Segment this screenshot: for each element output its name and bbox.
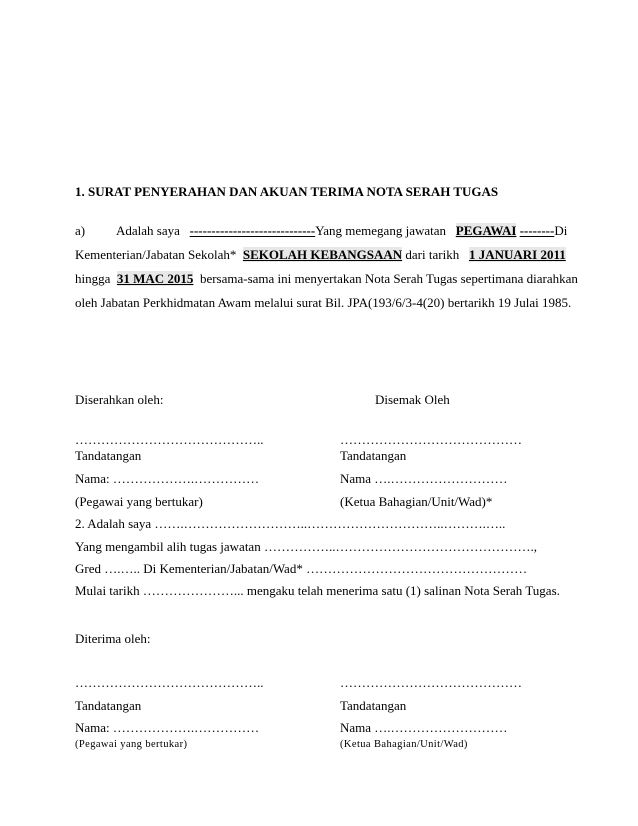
para-a-line-1 (116, 224, 567, 237)
nama-field-left: Nama: ……………….…………… (75, 471, 260, 486)
role-label-left-2: (Pegawai yang bertukar) (75, 739, 188, 750)
para-a-line-2 (75, 248, 566, 261)
para-2-line-2: Yang mengambil alih tugas jawatan ……………..………………………………………., (75, 539, 537, 554)
para-a-intro: Adalah saya (116, 223, 180, 238)
tandatangan-label-right: Tandatangan (340, 448, 407, 463)
tandatangan-label-left: Tandatangan (75, 448, 142, 463)
jawatan-value: PEGAWAI (455, 223, 517, 238)
tandatangan-label-right-2: Tandatangan (340, 698, 407, 713)
nama-field-left-2: Nama: ……………….…………… (75, 720, 260, 735)
name-blank: ----------------------------- (189, 223, 316, 238)
nama-field-right: Nama ….……………………… (340, 471, 508, 486)
para-a-marker: a) (75, 223, 86, 238)
nama-field-right-2: Nama ….……………………… (340, 720, 508, 735)
signature-dots-left: …………………………………….. (75, 432, 264, 447)
diterima-heading: Diterima oleh: (75, 631, 151, 646)
document-heading: 1. SURAT PENYERAHAN DAN AKUAN TERIMA NOTA SERAH TUGAS (75, 184, 499, 199)
para-a-jawatan: Yang memegang jawatan (315, 223, 446, 238)
tandatangan-label-left-2: Tandatangan (75, 698, 142, 713)
end-date-value: 31 MAC 2015 (116, 271, 194, 286)
role-label-right-2: (Ketua Bahagian/Unit/Wad) (340, 739, 468, 750)
role-label-right: (Ketua Bahagian/Unit/Wad)* (340, 494, 493, 509)
school-value: SEKOLAH KEBANGSAAN (242, 247, 403, 262)
para-a-line-4: oleh Jabatan Perkhidmatan Awam melalui surat Bil. JPA(193/6/3-4(20) bertarikh 19 Julai 1985. (75, 295, 572, 310)
signature-dots-right-2: …………………………………… (340, 675, 522, 690)
role-label-left: (Pegawai yang bertukar) (75, 494, 203, 509)
dari-tarikh-label: dari tarikh (405, 247, 460, 262)
signature-dots-right: …………………………………… (340, 432, 522, 447)
disemak-heading: Disemak Oleh (375, 392, 450, 407)
diserahkan-heading: Diserahkan oleh: (75, 392, 164, 407)
para-2-line-4: Mulai tarikh …………………... mengaku telah menerima satu (1) salinan Nota Serah Tugas. (75, 583, 560, 598)
para-a-line-3 (75, 272, 578, 285)
signature-dots-left-2: …………………………………….. (75, 675, 264, 690)
para-a-di: Di (554, 223, 568, 238)
jawatan-blank: -------- (519, 223, 555, 238)
start-date-value: 1 JANUARI 2011 (468, 247, 566, 262)
para-2-line-3: Gred ….….. Di Kementerian/Jabatan/Wad* …………………………………………… (75, 561, 528, 576)
hingga-label: hingga (75, 271, 111, 286)
kementerian-label: Kementerian/Jabatan Sekolah* (75, 247, 237, 262)
para-2-line-1: 2. Adalah saya …….………………………..…………………………..……….….. (75, 516, 506, 531)
para-a-line-3-rest: bersama-sama ini menyertakan Nota Serah Tugas sepertimana diarahkan (199, 271, 578, 286)
